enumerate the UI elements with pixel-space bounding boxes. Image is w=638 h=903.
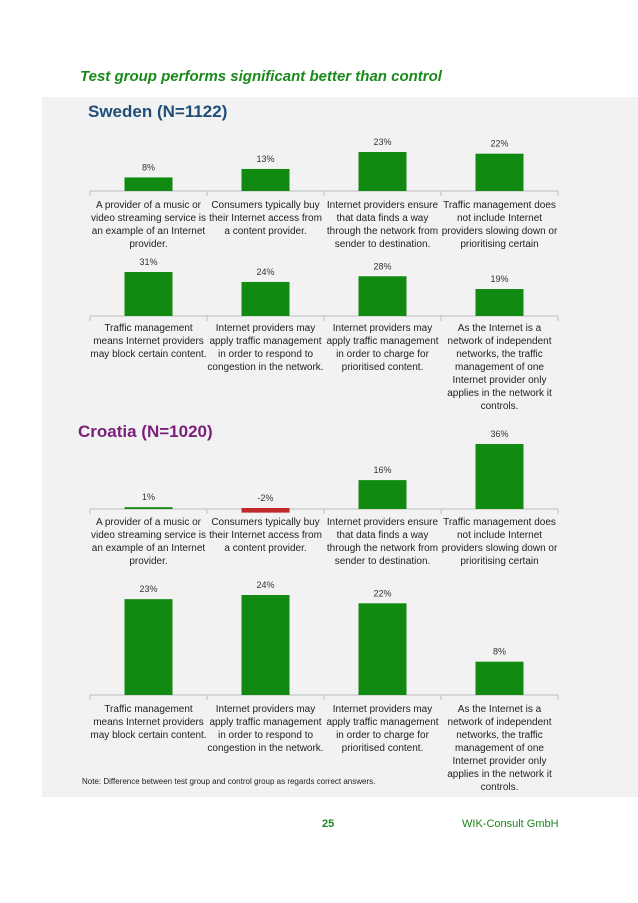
category-label-croatia-top-4: Traffic management does not include Internet providers slowing down or prioritising certain: [441, 517, 558, 567]
data-label-sweden-top-4: 22%: [490, 138, 509, 149]
bar-croatia-bottom-1: [125, 599, 173, 695]
category-label-sweden-top-3: Internet providers ensure that data finds a way through the network from sender to destination.: [326, 200, 439, 250]
category-label-croatia-bottom-3: Internet providers may apply traffic management in order to charge for prioritised content.: [326, 704, 439, 754]
category-label-croatia-bottom-2: Internet providers may apply traffic management in order to respond to congestion in the network.: [207, 704, 324, 754]
category-label-croatia-bottom-4: As the Internet is a network of independent networks, the traffic management of one Internet provider only applies in the network it controls.: [447, 704, 552, 793]
page-heading: Test group performs significant better than control: [80, 68, 442, 85]
data-label-croatia-bottom-1: 23%: [139, 584, 158, 595]
data-label-sweden-bottom-2: 24%: [256, 266, 275, 277]
bar-croatia-bottom-4: [476, 662, 524, 695]
category-label-sweden-top-2: Consumers typically buy their Internet access from a content provider.: [209, 200, 322, 237]
data-label-sweden-bottom-4: 19%: [490, 274, 509, 285]
data-label-croatia-top-2: -2%: [257, 493, 274, 503]
data-label-croatia-top-3: 16%: [373, 465, 392, 476]
category-label-croatia-top-1: A provider of a music or video streaming service is an example of an Internet provider.: [90, 517, 207, 567]
category-label-croatia-top-2: Consumers typically buy their Internet access from a content provider.: [209, 517, 322, 554]
page-number: 25: [322, 818, 335, 830]
category-label-sweden-top-1: A provider of a music or video streaming service is an example of an Internet provider.: [90, 200, 207, 250]
sweden-title: Sweden (N=1122): [88, 102, 228, 121]
footnote: Note: Difference between test group and control group as regards correct answers.: [82, 777, 376, 786]
category-label-croatia-bottom-1: Traffic management means Internet providers may block certain content.: [90, 704, 207, 741]
bar-croatia-bottom-3: [359, 603, 407, 695]
data-label-sweden-top-1: 8%: [141, 162, 156, 173]
category-label-sweden-bottom-2: Internet providers may apply traffic management in order to respond to congestion in the network.: [207, 323, 324, 373]
category-label-sweden-bottom-3: Internet providers may apply traffic management in order to charge for prioritised content.: [326, 323, 439, 373]
data-label-sweden-top-3: 23%: [373, 137, 392, 147]
data-label-sweden-top-2: 13%: [256, 153, 275, 164]
category-label-sweden-top-4: Traffic management does not include Internet providers slowing down or prioritising certain: [441, 200, 558, 250]
company-name: WIK-Consult GmbH: [462, 818, 559, 830]
data-label-croatia-bottom-3: 22%: [373, 588, 392, 599]
data-label-croatia-top-4: 36%: [490, 429, 509, 439]
croatia-title: Croatia (N=1020): [78, 422, 213, 441]
category-label-sweden-bottom-4: As the Internet is a network of independent networks, the traffic management of one Internet provider only applies in the network it controls.: [447, 323, 552, 412]
category-label-croatia-top-3: Internet providers ensure that data finds a way through the network from sender to destination.: [326, 517, 439, 567]
data-label-croatia-bottom-2: 24%: [256, 580, 275, 590]
data-label-sweden-bottom-1: 31%: [139, 257, 158, 267]
data-label-sweden-bottom-3: 28%: [373, 261, 392, 272]
category-label-sweden-bottom-1: Traffic management means Internet providers may block certain content.: [90, 323, 207, 360]
data-label-croatia-bottom-4: 8%: [492, 646, 507, 657]
bar-croatia-bottom-2: [242, 595, 290, 695]
data-label-croatia-top-1: 1%: [141, 492, 156, 503]
